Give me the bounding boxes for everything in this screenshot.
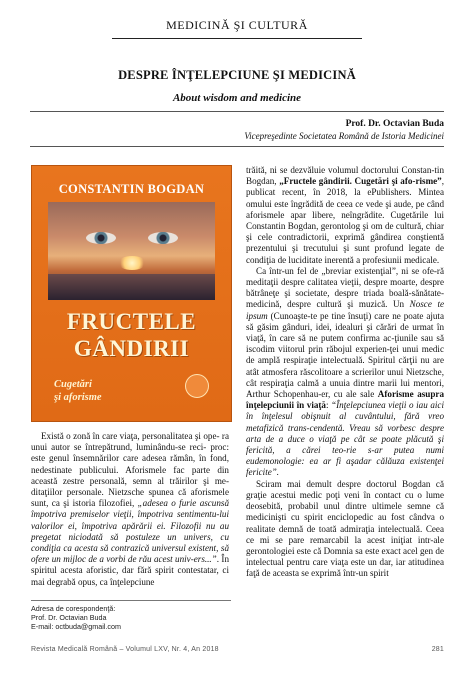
paragraph: Ca într-un fel de „breviar existenţial”, ni se ofe-ră meditaţii despre calitatea vieţii, despre moarte, despre bătrâneţe şi societate, despre triada boală-sănătate-medicină, despre cultură şi muzică. Un Nosce te ipsum (Cunoaşte-te pe tine însuţi) care ne poate ajuta să găsim gânduri, idei, idealuri şi cărări de urmat în viaţă, în care să ne putem confirma ac-ţiunile sau să iscodim viitorul prin răbojul experien-ţei unui medic de amplă respiraţie intelectuală. Spiritul cărţii nu are atât atmosfera răscolitoare a scrierilor unui Nietzsche, cât respiraţia calmă a unuia dintre marii lui mentori, Arthur Schopenhau-er, cu ale sale Aforisme asupra înţelepciunii în viaţă: “Înţelepciunea vieţii o iau aici în înţelesul obişnuit al cuvântului, fără vreo metafizică trans-cendentă. Vreau să vorbesc despre arta de a duce o viaţă pe cât se poate plăcută şi fericită, a cărei teo-rie s-ar putea numi eudemonologie: ea ar fi aşadar călăuza existenţei fericite”.: [246, 265, 445, 478]
cover-title: FRUCTELE GÂNDIRII: [66, 309, 197, 361]
page-footer: [31, 646, 444, 653]
article-title: DESPRE ÎNŢELEPCIUNE ŞI MEDICINĂ: [118, 68, 356, 82]
section-heading: MEDICINĂ ŞI CULTURĂ: [166, 18, 308, 32]
author-affiliation: Vicepreşedinte Societatea Română de Istoria Medicinei: [244, 131, 444, 141]
sea-shape: [48, 274, 215, 300]
sun-icon: [118, 256, 146, 270]
article-subtitle: About wisdom and medicine: [172, 92, 302, 104]
correspondence-rule: [31, 600, 231, 601]
paragraph: trăită, ni se dezvăluie volumul doctorului Constan-tin Bogdan, „Fructele gândirii. Cugetări şi afo-risme”, publicat recent, în 2018, la ePublishers. Mintea omului este îngrădită de ceea ce vede şi aude, pe când aforismele apar libere, neîngrădite. Cugetările lui Constantin Bogdan, gerontolog şi om de cultură, chiar şi cele contradictorii, exprimă gândirea conştientă prezentului şi trecutului şi sunt profund legate de condiţia de luciditate inerentă a profesiunii medicale.: [246, 165, 445, 265]
left-column: [31, 431, 229, 588]
page-number: 281: [431, 646, 444, 653]
eye-icon: [86, 232, 116, 244]
section-rule: [112, 38, 362, 39]
email-link[interactable]: E-mail: octbuda@gmail.com: [31, 622, 121, 631]
book-cover-image: [31, 165, 232, 422]
title-rule: [30, 111, 444, 112]
paragraph: Există o zonă în care viaţa, personalitatea şi ope- ra unui autor se întrepătrund, luminându-se reci- proc: este genul însemnărilor care adesea rămân, în fond, nedestinate publicului. Aforismele fac parte din această zestre personală, semn al trăirilor şi me- ditaţiilor personale. Nietzsche spunea că aforismele sunt, ca şi istoria filozofiei, „adesea o furie ascunsă împotriva premiselor vieţii, împotriva sentimentu-lui valorilor ei, împotriva apărării ei. Filozofii nu au pregetat niciodată să postuleze un univers, cu condiţia ca acesta să contrazică universul existent, să ofere un mijloc de a vorbi de rău acest univ-ers...”. În spiritul acesta aforistic, dar fără spirit contestatar, ci mai degrabă opus, ca înţelepciune: [31, 431, 229, 587]
author-rule: [30, 146, 444, 147]
cover-photo: [48, 202, 215, 300]
paragraph: Sciram mai demult despre doctorul Bogdan că graţie acestui medic poţi veni în contact cu o lume deosebită, probabil unul dintre ultimele semne că medicinişti cu spirit enciclopedic au fost cândva o realitate demnă de toată admiraţia intelectuală. Ceea ce mi se pare remarcabil la acest iniţiat intr-ale gerontologiei este că Domnia sa este exact acel gen de intelectual pentru care viaţa este un dar, iar atitudinea faţă de aceasta se exprimă într-un spirit: [246, 478, 444, 579]
eye-icon: [148, 232, 178, 244]
cover-author: CONSTANTIN BOGDAN: [58, 182, 205, 196]
cover-subtitle: Cugetări şi aforisme: [54, 379, 102, 403]
correspondence: Adresa de corespondenţă: Prof. Dr. Octavian Buda E-mail: octbuda@gmail.com: [31, 604, 121, 631]
right-column: [246, 165, 444, 580]
journal-name: Revista Medicală Română – Volumul LXV, Nr. 4, An 2018: [31, 646, 219, 653]
publisher-logo-icon: [185, 374, 209, 398]
author-name: Prof. Dr. Octavian Buda: [345, 119, 444, 129]
